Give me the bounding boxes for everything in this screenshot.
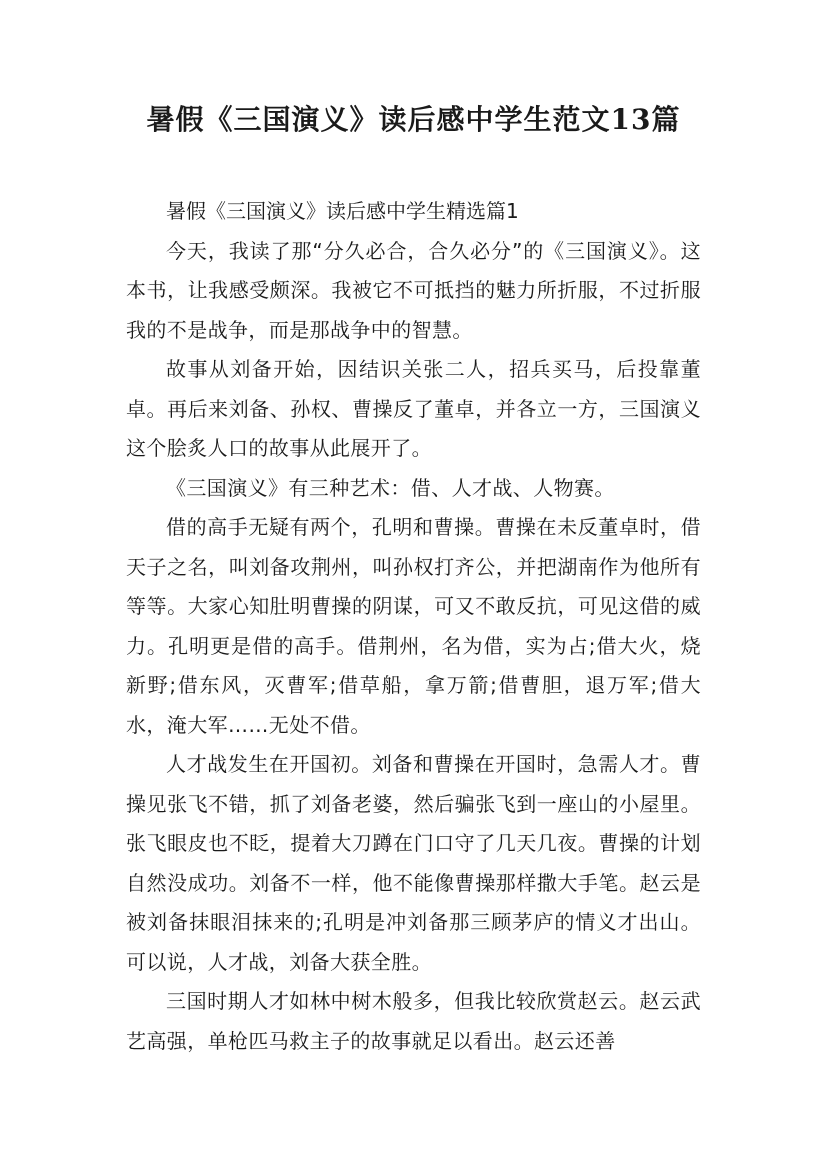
paragraph: 《三国演义》有三种艺术：借、人才战、人物赛。 xyxy=(166,475,615,500)
paragraph: 人才战发生在开国初。刘备和曹操在开国时，急需人才。曹操见张飞不错，抓了刘备老婆，然后骗张飞到一座山的小屋里。张飞眼皮也不眨，提着大刀蹲在门口守了几天几夜。曹操的计划自然没成功。刘备不一样，他不能像曹操那样撒大手笔。赵云是被刘备抹眼泪抹来的;孔明是冲刘备那三顾茅庐的情义才出山。可以说，人才战，刘备大获全胜。 xyxy=(126,752,701,974)
paragraph: 借的高手无疑有两个，孔明和曹操。曹操在未反董卓时，借天子之名，叫刘备攻荆州，叫孙权打齐公，并把湖南作为他所有等等。大家心知肚明曹操的阴谋，可又不敢反抗，可见这借的威力。孔明更是借的高手。借荆州，名为借，实为占;借大火，烧新野;借东风，灭曹军;借草船，拿万箭;借曹胆，退万军;借大水，淹大军……无处不借。 xyxy=(126,515,701,737)
paragraph: 今天，我读了那“分久必合，合久必分”的《三国演义》。这本书，让我感受颇深。我被它不可抵挡的魅力所折服，不过折服我的不是战争，而是那战争中的智慧。 xyxy=(126,238,701,342)
document-body xyxy=(126,192,701,1061)
document-title: 暑假《三国演义》读后感中学生范文13篇 xyxy=(146,103,681,136)
paragraph: 三国时期人才如林中树木般多，但我比较欣赏赵云。赵云武艺高强，单枪匹马救主子的故事就足以看出。赵云还善 xyxy=(126,989,701,1053)
section-heading: 暑假《三国演义》读后感中学生精选篇1 xyxy=(166,199,519,223)
paragraph: 故事从刘备开始，因结识关张二人，招兵买马，后投靠董卓。再后来刘备、孙权、曹操反了董卓，并各立一方，三国演义这个脍炙人口的故事从此展开了。 xyxy=(126,357,701,460)
